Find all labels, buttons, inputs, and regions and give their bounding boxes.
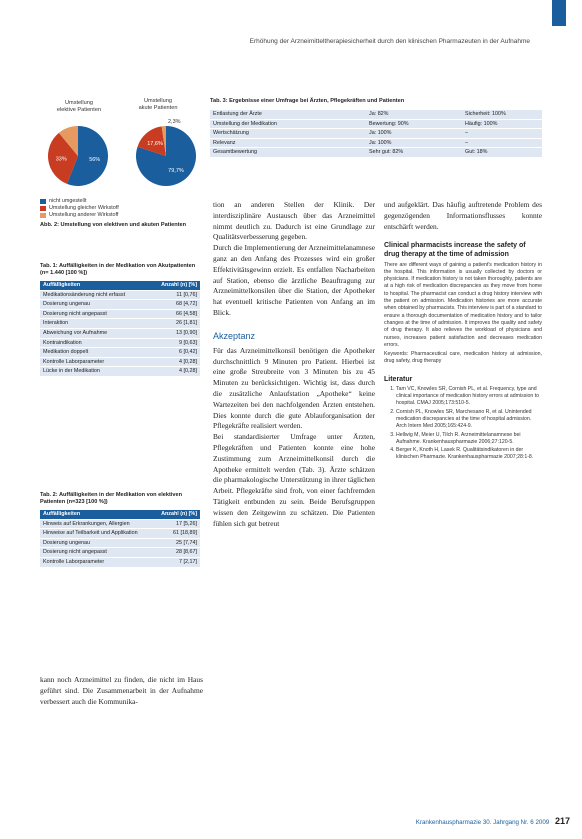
- col3-paragraph-1: und aufgeklärt. Das häufig auftretende Problem des gegenzögenden Informationsflusses konnte entschärft werden.: [384, 200, 542, 231]
- legend-label: Umstellung gleicher Wirkstoff: [49, 205, 119, 211]
- table-cell: Dosierung ungenau: [40, 538, 153, 548]
- table-cell: 17 [5,26]: [153, 519, 200, 529]
- running-header: Erhöhung der Arzneimitteltherapiesicherheit durch den klinischen Pharmazeuten in der Aufnahme: [249, 38, 530, 45]
- reference-item: 4. Berger K, Knoth H, Lasek R. Qualitätsindikatoren in der klinischen Pharmazie. Krankenhauspharmazie 2007;28:1-8.: [396, 447, 542, 462]
- table-cell: Sehr gut: 82%: [366, 148, 462, 158]
- table-row: [210, 119, 542, 129]
- table-cell: 7 [2,17]: [153, 557, 200, 567]
- table-cell: 28 [8,67]: [153, 548, 200, 558]
- table-header-cell: Anzahl (n) [%]: [153, 510, 200, 519]
- table-row: [40, 557, 200, 567]
- table-cell: Hinweis auf Erkrankungen, Allergien: [40, 519, 153, 529]
- table-row: [40, 529, 200, 539]
- pie-right: [136, 119, 196, 186]
- table-cell: Abweichung vor Aufnahme: [40, 328, 148, 338]
- legend-swatch: [40, 206, 46, 211]
- table-cell: –: [462, 138, 542, 148]
- section-heading-akzeptanz: Akzeptanz: [213, 330, 256, 341]
- abstract-keywords: Keywords: Pharmaceutical care, medication history at admission, drug safety, drug therapy: [384, 351, 542, 365]
- table-cell: Kontraindikation: [40, 338, 148, 348]
- legend-item: [40, 212, 119, 219]
- table2-caption: Tab. 2: Auffälligkeiten in der Medikation von elektiven Patienten (n=323 [100 %]): [40, 492, 183, 505]
- table-row: [40, 290, 200, 300]
- col2-paragraph-4: Bei standardisierter Umfrage unter Ärzten, Pflegekräften und Patienten konnte eine hohe Zustimmung zum Arzneimittelkonsil durch die Apotheke ermittelt werden (Tab. 3). Ärzte schätzen die pharmakologische Unterstützung in ihrer täglichen Arbeit. Pflegekräfte sind froh, von einer fachfremden Tätigkeit entbunden zu sein. Beide Berufsgruppen wissen den Zeitgewinn zu schätzen. Die Patienten fühlen sich gut betreut: [213, 432, 375, 528]
- table3-caption: Tab. 3: Ergebnisse einer Umfrage bei Ärzten, Pflegekräften und Patienten: [210, 98, 405, 104]
- table-cell: 4 [0,28]: [148, 367, 200, 377]
- legend-item: [40, 205, 119, 212]
- col2-paragraph-3: Für das Arzneimittelkonsil benötigen die Apotheker durchschnittlich 9 Minuten pro Patient. Hierbei ist eine große Streubreite von 3 Minuten bis zu 45 Minuten zu berücksichtigen. Wichtig ist, dass durch die zusätzliche Anlaufstation „Apotheke“ keine Wartezeiten bei den nachfolgenden Ärzten entstehen. Dies konnte durch die gute Ablauforganisation der Pflegekräfte realisiert werden.: [213, 345, 375, 431]
- table3: [210, 110, 542, 158]
- references-list: [384, 386, 542, 462]
- col2: [213, 200, 375, 529]
- table-row: [210, 148, 542, 158]
- pie-left-title: Umstellung elektive Patienten: [56, 100, 102, 113]
- table-cell: Wertschätzung: [210, 129, 366, 139]
- table-cell: Kontrolle Laborparameter: [40, 357, 148, 367]
- abstract-text: There are different ways of gaining a patient's medication history in the hospital. This information is usually collected by doctors or physicians. If medication history is not taken thoroughly, patients are at a high risk of medication discrepancies as they move from home to hospital. The pharmacist can conduct a drug history interview with the patient on admission. Medication histories are more accurate when obtained by pharmacists. This interview is part of a standard to ensure a thorough documentation of medication history and to tailor changes at the time of admission. It improves the quality and safety of drug therapy. It also relieves the workload of physicians and nurses, increases patient satisfaction and decreases medication errors.: [384, 261, 542, 348]
- pie-slice-label: 56%: [89, 157, 101, 164]
- pie-slice-label: 79,7%: [168, 167, 184, 174]
- table-header-cell: Anzahl (n) [%]: [148, 281, 200, 290]
- col1-bottom-paragraph: kann noch Arzneimittel zu finden, die nicht im Haus geführt sind. Die Zusammenarbeit in der Aufnahme verbessert auch die Kommunika-: [40, 675, 203, 706]
- pie-slice-label: 33%: [55, 156, 67, 163]
- table-row: [40, 519, 200, 529]
- table-row: [40, 367, 200, 377]
- table-row: [40, 357, 200, 367]
- table-cell: Kontrolle Laborparameter: [40, 557, 153, 567]
- figure-caption: Abb. 2: Umstellung von elektiven und akuten Patienten: [40, 222, 187, 228]
- table-row: [210, 110, 542, 119]
- table-cell: Ja: 100%: [366, 129, 462, 139]
- table-cell: Ja: 100%: [366, 138, 462, 148]
- legend-swatch: [40, 199, 46, 204]
- references-heading: Literatur: [384, 375, 413, 383]
- legend-label: nicht umgestellt: [49, 198, 87, 204]
- table-cell: Hinweise auf Teilbarkeit und Applikation: [40, 529, 153, 539]
- table-row: [40, 538, 200, 548]
- table-cell: 4 [0,28]: [148, 357, 200, 367]
- table-row: [40, 309, 200, 319]
- abstract-title: Clinical pharmacists increase the safety of drug therapy at the time of admission: [384, 242, 526, 258]
- table-cell: Interaktion: [40, 319, 148, 329]
- table-cell: Gesamtbewertung: [210, 148, 366, 158]
- reference-item: 2. Cornish PL, Knowles SR, Marchesano R, et al. Unintended medication discrepancies at the time of hospital admission. Arch Intern Med 2005;165:424-9.: [396, 409, 542, 431]
- legend-swatch: [40, 213, 46, 218]
- table2: [40, 510, 200, 568]
- table-cell: Umstellung der Medikation: [210, 119, 366, 129]
- table-row: [40, 300, 200, 310]
- table-cell: 9 [0,63]: [148, 338, 200, 348]
- page-footer: [400, 816, 570, 826]
- table-cell: 25 [7,74]: [153, 538, 200, 548]
- table-cell: Ja: 82%: [366, 110, 462, 119]
- table-header-cell: Auffälligkeiten: [40, 510, 153, 519]
- table-row: [40, 548, 200, 558]
- table-cell: 13 [0,90]: [148, 328, 200, 338]
- table1: [40, 281, 200, 377]
- legend-item: [40, 198, 119, 205]
- table-cell: Medikation doppelt: [40, 348, 148, 358]
- pie-right-title: Umstellung akute Patienten: [138, 98, 178, 111]
- table-header-row: [40, 510, 200, 519]
- journal-name: Krankenhauspharmazie 30. Jahrgang Nr. 6 2009: [415, 819, 550, 826]
- table-cell: Dosierung nicht angepasst: [40, 548, 153, 558]
- figure-legend: [40, 198, 119, 219]
- table-row: [40, 338, 200, 348]
- col2-paragraph-2: Durch die Implementierung der Arzneimittelanamnese ganz an den Anfang des Prozesses wird ein großer Effektivitätsgewinn erzielt. Es entfallen Nacharbeiten auf Station, ebenso die ärztliche Beauftragung zur Arzneimittelkonsilen über die Station, der Apotheker hat eventuell kritische Patienten von Anfang an im Blick.: [213, 243, 375, 317]
- table-cell: Bewertung: 90%: [366, 119, 462, 129]
- pie-slice-label: 2,3%: [168, 119, 181, 125]
- table-cell: Sicherheit: 100%: [462, 110, 542, 119]
- table-cell: Dosierung ungenau: [40, 300, 148, 310]
- legend-label: Umstellung anderer Wirkstoff: [49, 212, 119, 218]
- table-row: [40, 328, 200, 338]
- table-cell: Dosierung nicht angepasst: [40, 309, 148, 319]
- table-cell: Relevanz: [210, 138, 366, 148]
- table-header-cell: Auffälligkeiten: [40, 281, 148, 290]
- table-cell: Entlastung der Ärzte: [210, 110, 366, 119]
- table-cell: Häufig: 100%: [462, 119, 542, 129]
- table-cell: 26 [1,81]: [148, 319, 200, 329]
- page-number: 217: [554, 816, 570, 826]
- table-cell: Medikationsänderung nicht erfasst: [40, 290, 148, 300]
- pie-charts: [40, 116, 210, 196]
- reference-item: 3. Hellwig M, Meier U, Tilch R. Arzneimittelanamnese bei Aufnahme. Krankenhauspharmazie 2006;27:120-5.: [396, 432, 542, 447]
- table-cell: Lücke in der Medikation: [40, 367, 148, 377]
- table-cell: 68 [4,72]: [148, 300, 200, 310]
- col2-paragraph-1: tion an anderen Stellen der Klinik. Der interdisziplinäre Austausch über das Arzneimittel nimmt deutlich zu. Dadurch ist eine Grundlage zur Qualitätsverbesserung gegeben.: [213, 200, 375, 242]
- table-cell: 11 [0,76]: [148, 290, 200, 300]
- reference-item: 1. Tam VC, Knowles SR, Cornish PL, et al. Frequency, type and clinical importance of medication history errors at admission to hospital. CMAJ 2005;173:510-5.: [396, 386, 542, 408]
- table-cell: 6 [0,42]: [148, 348, 200, 358]
- table-row: [40, 348, 200, 358]
- section-tab-strip: [552, 0, 566, 26]
- table-cell: 66 [4,58]: [148, 309, 200, 319]
- table-cell: 61 [18,89]: [153, 529, 200, 539]
- table-row: [40, 319, 200, 329]
- col3: [384, 200, 542, 463]
- table-row: [210, 138, 542, 148]
- table-cell: –: [462, 129, 542, 139]
- table-header-row: [40, 281, 200, 290]
- table1-caption: Tab. 1: Auffälligkeiten in der Medikation von Akutpatienten (n= 1.440 [100 %]): [40, 263, 196, 276]
- pie-slice-label: 17,6%: [147, 141, 163, 148]
- table-row: [210, 129, 542, 139]
- table-cell: Gut: 18%: [462, 148, 542, 158]
- pie-left: [48, 126, 108, 186]
